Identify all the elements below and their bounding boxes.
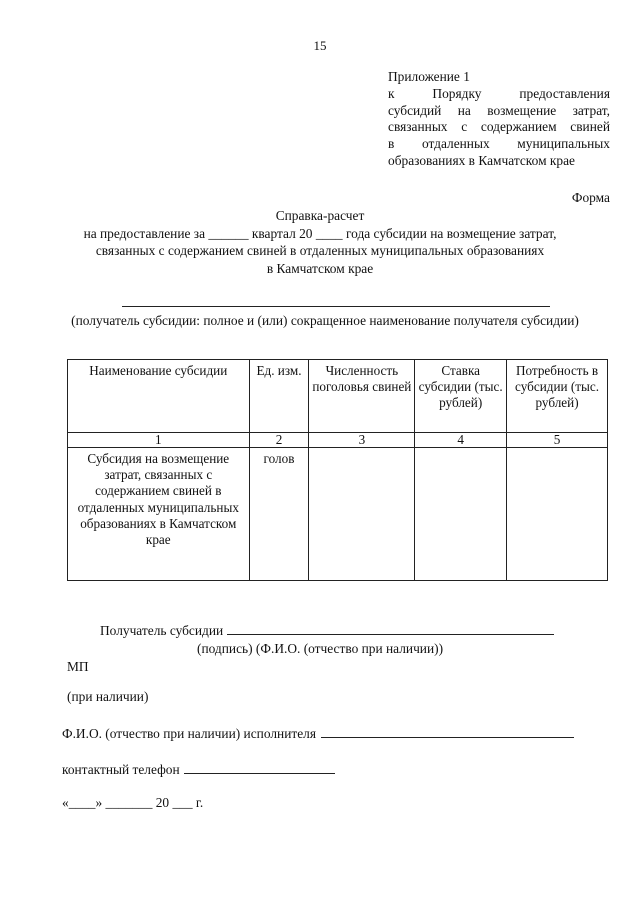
title-line: связанных с содержанием свиней в отдаленных муниципальных образованиях [95, 243, 545, 258]
stamp-note: (при наличии) [67, 689, 149, 704]
title-heading: Справка-расчет [275, 208, 365, 223]
table-header-cell: Ставка субсидии (тыс. рублей) [415, 360, 507, 433]
appendix-line: связанных с содержанием свиней [388, 119, 610, 135]
column-number: 5 [507, 433, 608, 448]
appendix-line: субсидий на возмещение затрат, [388, 102, 610, 118]
table-header-row [68, 360, 608, 433]
headcount-cell[interactable] [309, 448, 415, 581]
executor-block [62, 725, 574, 742]
appendix-line: образованиях в Камчатском крае [388, 152, 575, 168]
appendix-line: Приложение 1 [388, 69, 470, 84]
page-number: 15 [313, 38, 327, 53]
column-number: 4 [415, 433, 507, 448]
appendix-header [388, 69, 610, 170]
title-line: в Камчатском крае [266, 260, 374, 276]
subsidy-table [67, 359, 608, 581]
phone-label: контактный телефон [62, 762, 180, 777]
recipient-name-field[interactable] [122, 306, 550, 307]
title-line: на предоставление за ______ квартал 20 ____ года субсидии на возмещение затрат, [83, 225, 557, 241]
executor-field[interactable] [321, 725, 574, 738]
table-header-cell: Ед. изм. [249, 360, 309, 433]
signature-caption: (подпись) (Ф.И.О. (отчество при наличии)) [197, 641, 444, 656]
column-number: 3 [309, 433, 415, 448]
table-header-cell: Потребность в субсидии (тыс. рублей) [507, 360, 608, 433]
column-number: 1 [68, 433, 250, 448]
column-number: 2 [249, 433, 309, 448]
table-header-cell: Наименование субсидии [68, 360, 250, 433]
phone-field[interactable] [184, 761, 335, 774]
executor-label: Ф.И.О. (отчество при наличии) исполнителя [62, 726, 316, 741]
need-cell[interactable] [507, 448, 608, 581]
rate-cell[interactable] [415, 448, 507, 581]
stamp-label: МП [67, 659, 89, 674]
subsidy-name-cell: Субсидия на возмещение затрат, связанных с содержанием свиней в отдаленных муниципальных образованиях в Камчатском крае [68, 448, 250, 581]
form-label: Форма [571, 190, 610, 205]
appendix-line: в отдаленных муниципальных [388, 136, 610, 152]
phone-block [62, 761, 335, 778]
signature-field[interactable] [227, 622, 554, 635]
table-row [68, 448, 608, 581]
signer-label: Получатель субсидии [100, 623, 224, 638]
table-header-cell: Численность поголовья свиней [309, 360, 415, 433]
unit-cell: голов [249, 448, 309, 581]
document-title [40, 207, 600, 277]
table-column-numbers [68, 433, 608, 448]
signer-block [100, 622, 554, 639]
appendix-line: к Порядку предоставления [388, 85, 610, 101]
date-line[interactable]: «____» _______ 20 ___ г. [62, 795, 204, 810]
recipient-caption: (получатель субсидии: полное и (или) сокращенное наименование получателя субсидии) [71, 313, 579, 328]
